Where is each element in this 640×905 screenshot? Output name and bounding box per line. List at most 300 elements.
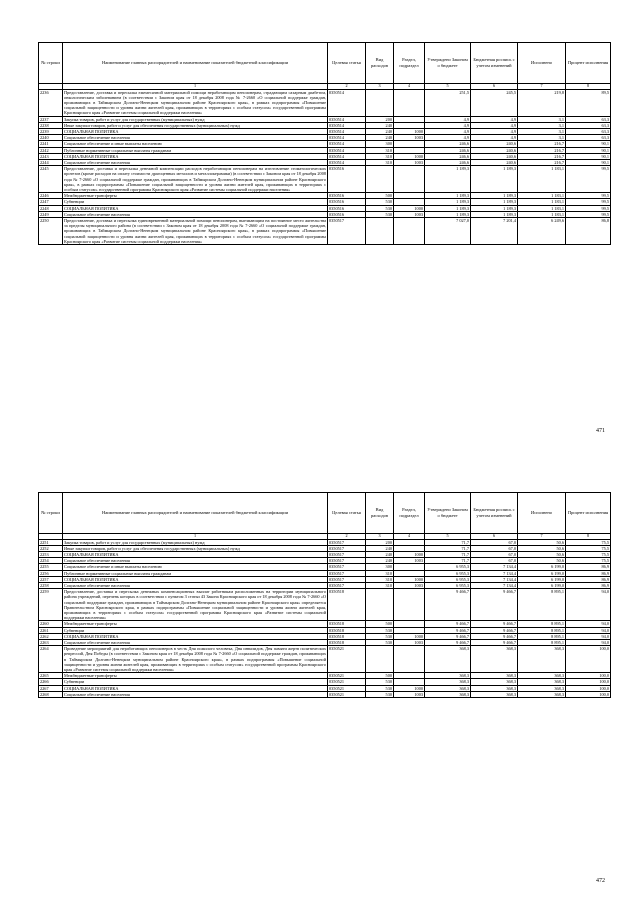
row-name: Предоставление, доставка и пересылка денежных компенсационных выплат работникам расположенных на территории муниципального района учреждений, перечень которых в соответствии с пунктом 3 статьи 43 Закона Красноярского края от 18 декабря 2008 года № 7-2660 «О социальной поддержке граждан, проживающих в Таймырском Долгано-Ненецком муниципальном районе Красноярского края» определяется Правительством Красноярского края, в рамках подпрограммы «Повышение социальной защищенности и уровня жизни жителей края, проживающих в территориях с особым статусом» государственной программы Красноярского края «Развитие системы социальной поддержки населения» (64, 589, 326, 621)
row-number: 2268 (39, 691, 63, 697)
target-article: 0350521 (328, 679, 366, 685)
row-number: 2249 (39, 211, 63, 217)
budget-list-amount: 67,0 (471, 539, 518, 545)
approved-amount: 9 466,7 (425, 640, 471, 646)
row-number: 2252 (39, 545, 63, 551)
target-article: 0350516 (328, 211, 366, 217)
execution-percent: 90,1 (566, 160, 611, 166)
row-name: СОЦИАЛЬНАЯ ПОЛИТИКА (63, 552, 328, 558)
row-number: 2246 (39, 193, 63, 199)
row-number: 2258 (39, 583, 63, 589)
header-num: № строки (39, 493, 63, 534)
budget-list-amount: 368,3 (471, 673, 518, 679)
expense-type: 530 (366, 691, 394, 697)
section-code: 1003 (394, 640, 425, 646)
budget-list-amount: 9 466,7 (471, 621, 518, 627)
budget-list-amount: 9 466,7 (471, 627, 518, 633)
row-name: Межбюджетные трансферты (63, 673, 328, 679)
budget-list-amount: 67,0 (471, 552, 518, 558)
row-name: Субвенции (63, 679, 328, 685)
executed-amount: 216,7 (518, 147, 566, 153)
col-number: 3 (366, 84, 394, 90)
approved-amount: 7 027,0 (425, 218, 471, 245)
execution-percent: 75,5 (566, 558, 611, 564)
col-number: 5 (425, 534, 471, 540)
budget-list-amount: 245,5 (471, 89, 518, 116)
section-code (394, 589, 425, 621)
execution-percent: 100,0 (566, 673, 611, 679)
row-number: 2261 (39, 627, 63, 633)
approved-amount: 71,7 (425, 539, 471, 545)
row-number: 2245 (39, 166, 63, 193)
target-article: 0350517 (328, 552, 366, 558)
row-name: СОЦИАЛЬНАЯ ПОЛИТИКА (63, 685, 328, 691)
row-number: 2255 (39, 564, 63, 570)
target-article: 0350521 (328, 646, 366, 673)
budget-list-amount: 9 466,7 (471, 633, 518, 639)
row-number: 2240 (39, 135, 63, 141)
approved-amount: 71,7 (425, 558, 471, 564)
executed-amount: 6 199,0 (518, 570, 566, 576)
page-471 (38, 42, 610, 434)
header-section: Раздел, подраздел (394, 43, 425, 84)
execution-percent: 75,5 (566, 545, 611, 551)
row-name: СОЦИАЛЬНАЯ ПОЛИТИКА (63, 205, 328, 211)
target-article: 0350521 (328, 673, 366, 679)
section-code: 1003 (394, 691, 425, 697)
col-number: 1 (63, 84, 328, 90)
table-row (39, 166, 611, 193)
target-article: 0350514 (328, 153, 366, 159)
target-article: 0350516 (328, 199, 366, 205)
approved-amount: 4,9 (425, 129, 471, 135)
execution-percent: 75,5 (566, 552, 611, 558)
target-article: 0350514 (328, 147, 366, 153)
budget-list-amount: 7 134,4 (471, 564, 518, 570)
execution-percent: 94,0 (566, 640, 611, 646)
expense-type: 310 (366, 147, 394, 153)
section-code: 1003 (394, 583, 425, 589)
budget-list-amount: 240,6 (471, 147, 518, 153)
section-code: 1000 (394, 153, 425, 159)
row-number: 2262 (39, 633, 63, 639)
approved-amount: 251,5 (425, 89, 471, 116)
row-number: 2256 (39, 570, 63, 576)
target-article: 0350518 (328, 640, 366, 646)
col-number: 6 (471, 534, 518, 540)
execution-percent: 90,1 (566, 153, 611, 159)
page-number: 471 (596, 428, 605, 434)
executed-amount: 3,1 (518, 122, 566, 128)
executed-amount: 216,7 (518, 141, 566, 147)
executed-amount: 1 183,1 (518, 166, 566, 193)
budget-list-amount: 7 134,4 (471, 576, 518, 582)
budget-list-amount: 4,9 (471, 135, 518, 141)
executed-amount: 8 895,1 (518, 621, 566, 627)
target-article: 0350517 (328, 545, 366, 551)
execution-percent: 94,0 (566, 589, 611, 621)
row-name: Социальное обеспечение населения (63, 583, 328, 589)
expense-type: 530 (366, 199, 394, 205)
row-name: Социальное обеспечение населения (63, 135, 328, 141)
row-name: Иные закупки товаров, работ и услуг для обеспечения государственных (муниципальных) нужд (63, 545, 328, 551)
section-code: 1003 (394, 160, 425, 166)
header-list: Бюджетная роспись с учетом изменений (471, 493, 518, 534)
table-body-page-472 (39, 539, 611, 697)
execution-percent: 63,3 (566, 116, 611, 122)
executed-amount: 3,1 (518, 135, 566, 141)
target-article: 0350514 (328, 160, 366, 166)
target-article: 0350521 (328, 685, 366, 691)
col-number: 4 (394, 84, 425, 90)
section-code (394, 89, 425, 116)
header-type: Вид расходов (366, 43, 394, 84)
row-name: Закупка товаров, работ и услуг для государственных (муниципальных) нужд (63, 116, 328, 122)
page-number: 472 (596, 878, 605, 884)
header-row (39, 43, 611, 84)
row-name: Публичные нормативные социальные выплаты гражданам (63, 570, 328, 576)
expense-type: 240 (366, 122, 394, 128)
approved-amount: 246,6 (425, 147, 471, 153)
execution-percent: 63,3 (566, 122, 611, 128)
execution-percent: 90,1 (566, 147, 611, 153)
executed-amount: 3,1 (518, 129, 566, 135)
col-number: 5 (425, 84, 471, 90)
row-number: 2248 (39, 205, 63, 211)
col-number: 2 (328, 534, 366, 540)
approved-amount: 6 955,3 (425, 570, 471, 576)
budget-list-amount: 4,9 (471, 116, 518, 122)
row-name: Закупка товаров, работ и услуг для государственных (муниципальных) нужд (63, 539, 328, 545)
execution-percent: 99,5 (566, 193, 611, 199)
expense-type: 530 (366, 627, 394, 633)
expense-type: 200 (366, 116, 394, 122)
approved-amount: 9 466,7 (425, 633, 471, 639)
section-code: 1003 (394, 135, 425, 141)
expense-type (366, 89, 394, 116)
header-target: Целевая статья (328, 43, 366, 84)
table-body-page-471 (39, 89, 611, 244)
executed-amount: 1 183,1 (518, 211, 566, 217)
executed-amount: 368,3 (518, 691, 566, 697)
row-number: 2237 (39, 116, 63, 122)
row-name: Социальное обеспечение населения (63, 640, 328, 646)
expense-type: 240 (366, 129, 394, 135)
execution-percent: 100,0 (566, 646, 611, 673)
col-number: 6 (471, 84, 518, 90)
approved-amount: 6 955,3 (425, 576, 471, 582)
budget-table-page-471 (38, 42, 611, 245)
budget-table-page-472 (38, 492, 611, 698)
header-section: Раздел, подраздел (394, 493, 425, 534)
execution-percent: 100,0 (566, 685, 611, 691)
execution-percent: 99,5 (566, 199, 611, 205)
budget-list-amount: 368,3 (471, 691, 518, 697)
executed-amount: 6 199,0 (518, 564, 566, 570)
target-article: 0350517 (328, 576, 366, 582)
row-number: 2260 (39, 621, 63, 627)
section-code: 1003 (394, 211, 425, 217)
executed-amount: 6 249,6 (518, 218, 566, 245)
section-code: 1000 (394, 576, 425, 582)
target-article: 0350514 (328, 89, 366, 116)
row-number: 2259 (39, 589, 63, 621)
approved-amount: 246,6 (425, 153, 471, 159)
execution-percent: 94,0 (566, 633, 611, 639)
expense-type: 300 (366, 141, 394, 147)
target-article: 0350516 (328, 166, 366, 193)
table-row (39, 691, 611, 697)
execution-percent: 99,5 (566, 211, 611, 217)
section-code (394, 218, 425, 245)
page-472 (38, 492, 610, 884)
col-number: 3 (366, 534, 394, 540)
approved-amount: 71,7 (425, 552, 471, 558)
expense-type: 310 (366, 570, 394, 576)
col-number: 1 (63, 534, 328, 540)
row-number: 2243 (39, 153, 63, 159)
executed-amount: 3,1 (518, 116, 566, 122)
execution-percent: 90,1 (566, 141, 611, 147)
budget-list-amount: 240,6 (471, 153, 518, 159)
execution-percent: 63,3 (566, 135, 611, 141)
execution-percent: 86,8 (566, 218, 611, 245)
executed-amount: 50,6 (518, 552, 566, 558)
table-row (39, 646, 611, 673)
col-number: 4 (394, 534, 425, 540)
executed-amount: 1 183,1 (518, 199, 566, 205)
target-article: 0350514 (328, 116, 366, 122)
execution-percent: 94,0 (566, 627, 611, 633)
target-article: 0350521 (328, 691, 366, 697)
row-name: СОЦИАЛЬНАЯ ПОЛИТИКА (63, 576, 328, 582)
budget-list-amount: 9 466,7 (471, 640, 518, 646)
approved-amount: 368,3 (425, 691, 471, 697)
executed-amount: 8 895,1 (518, 627, 566, 633)
row-number: 2264 (39, 646, 63, 673)
expense-type: 530 (366, 640, 394, 646)
table-row (39, 218, 611, 245)
target-article: 0350516 (328, 193, 366, 199)
header-name: Наименование главных распорядителей и наименование показателей бюджетной классификации (63, 43, 328, 84)
approved-amount: 9 466,7 (425, 621, 471, 627)
budget-list-amount: 368,3 (471, 679, 518, 685)
expense-type: 310 (366, 583, 394, 589)
header-approved: Утверждено Законом о бюджете (425, 493, 471, 534)
row-number: 2263 (39, 640, 63, 646)
approved-amount: 1 189,3 (425, 205, 471, 211)
executed-amount: 1 183,1 (518, 205, 566, 211)
row-name: Предоставление, доставка и пересылка единовременной материальной помощи пенсионерам, выезжающим на постоянное место жительства за пределы муниципального района (в соответствии с Законом края от 18 декабря 2008 года № 7-2660 «О социальной поддержке граждан, проживающих в Таймырском Долгано-Ненецком муниципальном районе Красноярского края», в рамках подпрограммы «Повышение социальной защищенности и уровня жизни жителей края, проживающих в территориях с особым статусом» государственной программы Красноярского края «Развитие системы социальной поддержки населения» (64, 218, 326, 244)
row-number: 2242 (39, 147, 63, 153)
executed-amount: 6 199,0 (518, 576, 566, 582)
expense-type: 240 (366, 558, 394, 564)
section-code: 1000 (394, 129, 425, 135)
budget-list-amount: 368,3 (471, 646, 518, 673)
target-article: 0350517 (328, 218, 366, 245)
approved-amount: 1 189,3 (425, 199, 471, 205)
expense-type: 530 (366, 211, 394, 217)
header-percent: Процент исполнения (566, 43, 611, 84)
target-article: 0350517 (328, 539, 366, 545)
section-code (394, 166, 425, 193)
execution-percent: 99,5 (566, 205, 611, 211)
budget-list-amount: 1 189,3 (471, 166, 518, 193)
target-article: 0350514 (328, 135, 366, 141)
executed-amount: 50,6 (518, 545, 566, 551)
budget-list-amount: 67,0 (471, 558, 518, 564)
execution-percent: 75,5 (566, 539, 611, 545)
approved-amount: 1 189,3 (425, 166, 471, 193)
approved-amount: 368,3 (425, 685, 471, 691)
header-approved: Утверждено Законом о бюджете (425, 43, 471, 84)
expense-type: 310 (366, 160, 394, 166)
expense-type: 500 (366, 193, 394, 199)
approved-amount: 1 189,3 (425, 211, 471, 217)
target-article: 0350517 (328, 583, 366, 589)
target-article: 0350514 (328, 122, 366, 128)
row-number: 2238 (39, 122, 63, 128)
row-name: СОЦИАЛЬНАЯ ПОЛИТИКА (63, 129, 328, 135)
approved-amount: 9 466,7 (425, 627, 471, 633)
row-number: 2244 (39, 160, 63, 166)
expense-type: 300 (366, 564, 394, 570)
target-article: 0350514 (328, 141, 366, 147)
approved-amount: 4,9 (425, 122, 471, 128)
expense-type: 530 (366, 679, 394, 685)
expense-type: 200 (366, 539, 394, 545)
row-name: Социальное обеспечение населения (63, 691, 328, 697)
execution-percent: 89,5 (566, 89, 611, 116)
budget-list-amount: 7 201,4 (471, 218, 518, 245)
approved-amount: 368,3 (425, 646, 471, 673)
budget-list-amount: 1 189,3 (471, 193, 518, 199)
executed-amount: 368,3 (518, 646, 566, 673)
row-number: 2257 (39, 576, 63, 582)
budget-list-amount: 4,9 (471, 129, 518, 135)
row-name: Предоставление, доставка и пересылка ежемесячной материальной помощи неработающим пенсионерам, страдающим сахарным диабетом, онкологическим заболеванием (в соответствии с Законом края от 18 декабря 2008 года № 7-2660 «О социальной поддержке граждан, проживающих в Таймырском Долгано-Ненецком муниципальном районе Красноярского края», в рамках подпрограммы «Повышение социальной защищенности и уровня жизни жителей края, проживающих в территориях с особым статусом» государственной программы Красноярского края «Развитие системы социальной поддержки населения» (64, 89, 326, 116)
expense-type: 500 (366, 673, 394, 679)
execution-percent: 99,5 (566, 166, 611, 193)
target-article: 0350518 (328, 621, 366, 627)
row-name: Публичные нормативные социальные выплаты гражданам (63, 147, 328, 153)
row-number: 2266 (39, 679, 63, 685)
section-code (394, 646, 425, 673)
target-article: 0350518 (328, 589, 366, 621)
row-number: 2254 (39, 558, 63, 564)
executed-amount: 8 895,1 (518, 589, 566, 621)
row-number: 2250 (39, 218, 63, 245)
row-number: 2241 (39, 141, 63, 147)
executed-amount: 368,3 (518, 685, 566, 691)
budget-list-amount: 240,6 (471, 160, 518, 166)
target-article: 0350517 (328, 570, 366, 576)
header-num: № строки (39, 43, 63, 84)
row-name: Предоставление, доставка и пересылка денежной компенсации расходов неработающим пенсионерам на изготовление стоматологических протезов (кроме расходов на оплату стоимости драгоценных металлов и металлокерамики) (в соответствии с Законом края от 18 декабря 2008 года № 7-2660 «О социальной поддержке граждан, проживающих в Таймырском Долгано-Ненецком муниципальном районе Красноярского края», в рамках подпрограммы «Повышение социальной защищенности и уровня жизни жителей края, проживающих в территориях с особым статусом» государственной программы Красноярского края «Развитие системы социальной поддержки населения» (64, 166, 326, 193)
execution-percent: 86,9 (566, 583, 611, 589)
approved-amount: 9 466,7 (425, 589, 471, 621)
budget-list-amount: 7 134,4 (471, 570, 518, 576)
executed-amount: 216,7 (518, 153, 566, 159)
header-executed: Исполнено (518, 493, 566, 534)
row-number: 2236 (39, 89, 63, 116)
row-number: 2265 (39, 673, 63, 679)
header-type: Вид расходов (366, 493, 394, 534)
target-article: 0350518 (328, 633, 366, 639)
row-name: Социальное обеспечение и иные выплаты населению (63, 564, 328, 570)
header-list: Бюджетная роспись с учетом изменений (471, 43, 518, 84)
col-number: 7 (518, 534, 566, 540)
budget-list-amount: 1 189,3 (471, 199, 518, 205)
approved-amount: 4,9 (425, 116, 471, 122)
expense-type: 310 (366, 153, 394, 159)
budget-list-amount: 4,9 (471, 122, 518, 128)
row-number: 2267 (39, 685, 63, 691)
expense-type: 310 (366, 576, 394, 582)
budget-list-amount: 1 189,3 (471, 211, 518, 217)
approved-amount: 368,3 (425, 673, 471, 679)
executed-amount: 50,6 (518, 539, 566, 545)
expense-type (366, 166, 394, 193)
header-row (39, 493, 611, 534)
expense-type: 500 (366, 621, 394, 627)
expense-type: 240 (366, 552, 394, 558)
col-number: 8 (566, 534, 611, 540)
target-article: 0350516 (328, 205, 366, 211)
section-code: 1003 (394, 558, 425, 564)
executed-amount: 6 199,0 (518, 583, 566, 589)
approved-amount: 71,7 (425, 545, 471, 551)
col-number: 2 (328, 84, 366, 90)
execution-percent: 86,9 (566, 570, 611, 576)
row-name: Иные закупки товаров, работ и услуг для обеспечения государственных (муниципальных) нужд (63, 122, 328, 128)
row-number: 2247 (39, 199, 63, 205)
header-name: Наименование главных распорядителей и наименование показателей бюджетной классификации (63, 493, 328, 534)
executed-amount: 1 183,1 (518, 193, 566, 199)
table-row (39, 589, 611, 621)
col-number: 8 (566, 84, 611, 90)
execution-percent: 63,3 (566, 129, 611, 135)
row-name: Социальное обеспечение и иные выплаты населению (63, 141, 328, 147)
expense-type: 530 (366, 633, 394, 639)
table-row (39, 89, 611, 116)
row-number: 2251 (39, 539, 63, 545)
section-code: 1000 (394, 633, 425, 639)
expense-type: 240 (366, 545, 394, 551)
expense-type (366, 589, 394, 621)
approved-amount: 1 189,3 (425, 193, 471, 199)
row-number: 2253 (39, 552, 63, 558)
executed-amount: 8 895,1 (518, 633, 566, 639)
approved-amount: 368,3 (425, 679, 471, 685)
budget-list-amount: 7 134,4 (471, 583, 518, 589)
budget-list-amount: 240,6 (471, 141, 518, 147)
executed-amount: 216,7 (518, 160, 566, 166)
expense-type (366, 218, 394, 245)
budget-list-amount: 9 466,7 (471, 589, 518, 621)
row-name: Межбюджетные трансферты (63, 621, 328, 627)
target-article: 0350517 (328, 558, 366, 564)
approved-amount: 6 955,3 (425, 564, 471, 570)
header-executed: Исполнено (518, 43, 566, 84)
section-code: 1000 (394, 685, 425, 691)
expense-type (366, 646, 394, 673)
executed-amount: 8 895,1 (518, 640, 566, 646)
target-article: 0350517 (328, 564, 366, 570)
row-number: 2239 (39, 129, 63, 135)
target-article: 0350514 (328, 129, 366, 135)
row-name: Социальное обеспечение населения (63, 211, 328, 217)
